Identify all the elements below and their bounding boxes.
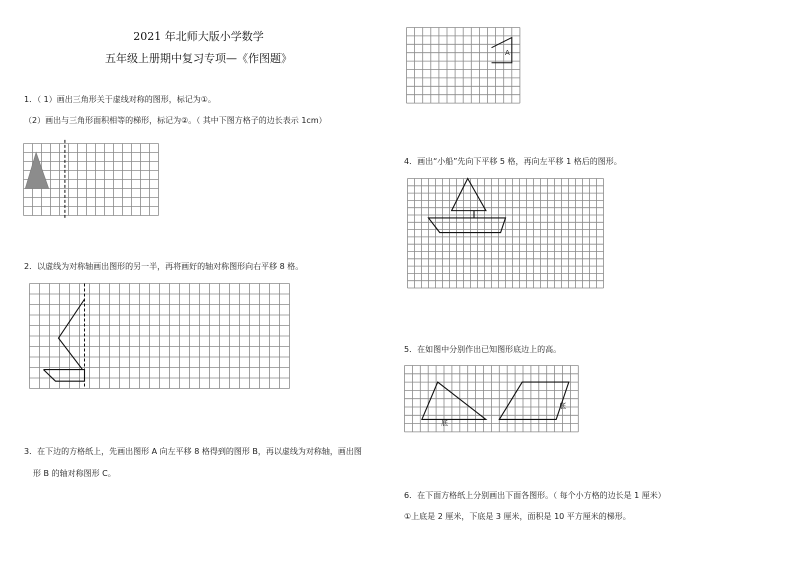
- grid-q3: [406, 27, 520, 103]
- question-2-text: 2．以虚线为对称轴画出图形的另一半，再将画好的轴对称图形向右平移 8 格。: [24, 262, 304, 271]
- page-title-line1: 2021 年北师大版小学数学: [133, 30, 264, 43]
- base-label-left: 底: [441, 419, 448, 427]
- shape-a-label: A: [505, 49, 510, 57]
- question-5-text: 5．在如图中分别作出已知图形底边上的高。: [404, 345, 562, 354]
- question-4-text: 4．画出“小船”先向下平移 5 格，再向左平移 1 格后的图形。: [404, 157, 622, 166]
- grid-lines: [30, 284, 290, 389]
- boat-hull: [429, 218, 506, 233]
- page-title-line2: 五年级上册期中复习专项—《作图题》: [105, 52, 292, 65]
- question-6-item-1: ①上底是 2 厘米，下底是 3 厘米，面积是 10 平方厘米的梯形。: [404, 512, 631, 521]
- grid-q2: [29, 283, 289, 390]
- grid-lines: [407, 28, 520, 104]
- base-label-right: 底: [559, 402, 566, 410]
- question-1-part-2: （2）画出与三角形面积相等的梯形，标记为②。（ 其中下图方格子的边长表示 1cm）: [24, 116, 327, 125]
- grid-q5: [404, 365, 580, 432]
- grid-lines: [408, 179, 604, 289]
- question-3-text-line1: 3．在下边的方格纸上，先画出图形 A 向左平移 8 格得到的图形 B，再以虚线为对称轴，画出图: [24, 447, 362, 456]
- question-3-text-line2: 形 B 的轴对称图形 C。: [33, 469, 116, 478]
- triangle-figure: [422, 382, 486, 419]
- grid-q1: [23, 143, 159, 218]
- question-1-part-1: 1．（ 1）画出三角形关于虚线对称的图形，标记为①。: [24, 95, 216, 104]
- grid-q4: [407, 178, 603, 288]
- parallelogram-figure: [499, 382, 569, 419]
- half-figure-upper: [59, 299, 85, 369]
- question-6-text: 6．在下面方格纸上分别画出下面各图形。（ 每个小方格的边长是 1 厘米）: [404, 491, 666, 500]
